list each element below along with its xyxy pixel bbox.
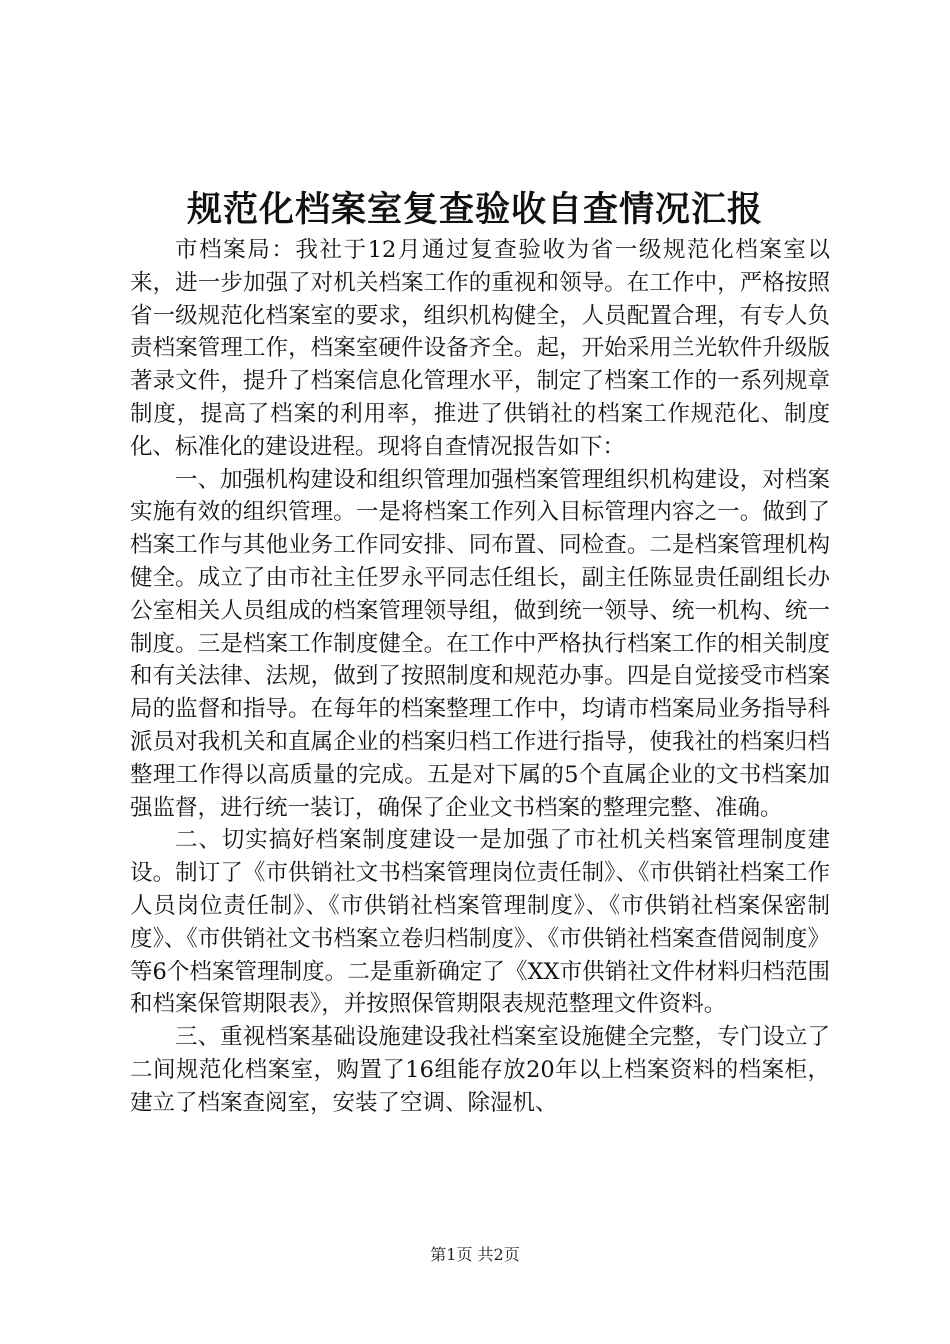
paragraph-intro: 市档案局：我社于12月通过复查验收为省一级规范化档案室以来，进一步加强了对机关档案工作的重视和领导。在工作中，严格按照省一级规范化档案室的要求，组织机构健全，人员配置合理，有专人负责档案管理工作，档案室硬件设备齐全。起，开始采用兰光软件升级版著录文件，提升了档案信息化管理水平，制定了档案工作的一系列规章制度，提高了档案的利用率，推进了供销社的档案工作规范化、制度化、标准化的建设进程。现将自查情况报告如下： (130, 237, 830, 460)
paragraph-section-1: 一、加强机构建设和组织管理加强档案管理组织机构建设，对档案实施有效的组织管理。一是将档案工作列入目标管理内容之一。做到了档案工作与其他业务工作同安排、同布置、同检查。二是档案管理机构健全。成立了由市社主任罗永平同志任组长，副主任陈显贵任副组长办公室相关人员组成的档案管理领导组，做到统一领导、统一机构、统一制度。三是档案工作制度健全。在工作中严格执行档案工作的相关制度和有关法律、法规，做到了按照制度和规范办事。四是自觉接受市档案局的监督和指导。在每年的档案整理工作中，均请市档案局业务指导科派员对我机关和直属企业的档案归档工作进行指导，使我社的档案归档整理工作得以高质量的完成。五是对下属的5个直属企业的文书档案加强监督，进行统一装订，确保了企业文书档案的整理完整、准确。 (130, 466, 830, 821)
page-footer: 第1页 共2页 (430, 1245, 520, 1264)
document-title: 规范化档案室复查验收自查情况汇报 (186, 189, 763, 230)
paragraph-section-3: 三、重视档案基础设施建设我社档案室设施健全完整，专门设立了二间规范化档案室，购置了16组能存放20年以上档案资料的档案柜，建立了档案查阅室，安装了空调、除湿机、 (130, 1024, 830, 1116)
paragraph-section-2: 二、切实搞好档案制度建设一是加强了市社机关档案管理制度建设。制订了《市供销社文书档案管理岗位责任制》、《市供销社档案工作人员岗位责任制》、《市供销社档案管理制度》、《市供销社档案保密制度》、《市供销社文书档案立卷归档制度》、《市供销社档案查借阅制度》等6个档案管理制度。二是重新确定了《XX市供销社文件材料归档范围和档案保管期限表》，并按照保管期限表规范整理文件资料。 (130, 827, 830, 1018)
document-body (130, 234, 830, 1120)
